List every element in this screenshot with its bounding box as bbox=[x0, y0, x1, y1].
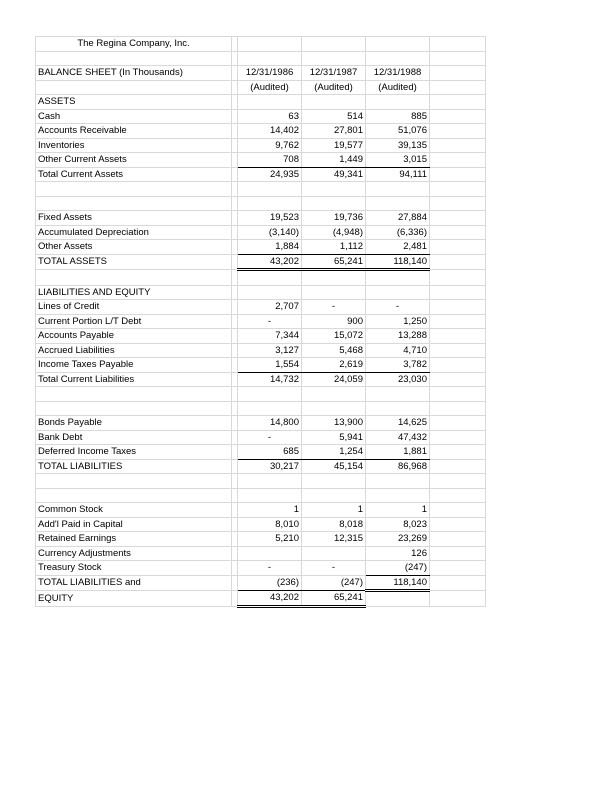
cell-1986: - bbox=[238, 430, 302, 445]
cell-1988: 23,030 bbox=[366, 372, 430, 387]
cell-1987: - bbox=[302, 300, 366, 315]
row-label: Total Current Liabilities bbox=[36, 372, 232, 387]
cell-1987: 65,241 bbox=[302, 591, 366, 607]
row-label: Accounts Payable bbox=[36, 329, 232, 344]
cell-1988: 27,884 bbox=[366, 211, 430, 226]
row-label: Bank Debt bbox=[36, 430, 232, 445]
cell-1986: 5,210 bbox=[238, 532, 302, 547]
row-label: Currency Adjustments bbox=[36, 546, 232, 561]
cell-1987: 5,468 bbox=[302, 343, 366, 358]
table-row bbox=[36, 445, 486, 460]
table-row bbox=[36, 358, 486, 373]
cell-1986: 43,202 bbox=[238, 254, 302, 270]
year-header: 12/31/1986 bbox=[238, 66, 302, 81]
cell-1988: 1 bbox=[366, 503, 430, 518]
year-header: 12/31/1987 bbox=[302, 66, 366, 81]
cell-1988: - bbox=[366, 300, 430, 315]
cell-1988: 13,288 bbox=[366, 329, 430, 344]
cell-1987: 24,059 bbox=[302, 372, 366, 387]
balance-sheet bbox=[35, 36, 485, 608]
cell-1988: 23,269 bbox=[366, 532, 430, 547]
table-row bbox=[36, 416, 486, 431]
row-label: Fixed Assets bbox=[36, 211, 232, 226]
cell-1988: 1,881 bbox=[366, 445, 430, 460]
cell-1988: 118,140 bbox=[366, 254, 430, 270]
cell-1986: 708 bbox=[238, 153, 302, 168]
row-label: Common Stock bbox=[36, 503, 232, 518]
row-label: Treasury Stock bbox=[36, 561, 232, 576]
section-heading: ASSETS bbox=[36, 95, 232, 110]
cell-1987: (4,948) bbox=[302, 225, 366, 240]
row-label: Other Assets bbox=[36, 240, 232, 255]
row-label: Accrued Liabilities bbox=[36, 343, 232, 358]
balance-sheet-grid bbox=[35, 36, 486, 608]
table-row bbox=[36, 300, 486, 315]
header-row-dates bbox=[36, 66, 486, 81]
cell-1987: 12,315 bbox=[302, 532, 366, 547]
cell-1988: 3,015 bbox=[366, 153, 430, 168]
row-label: TOTAL ASSETS bbox=[36, 254, 232, 270]
cell-1987: 19,736 bbox=[302, 211, 366, 226]
row-label: Retained Earnings bbox=[36, 532, 232, 547]
cell-1986: 7,344 bbox=[238, 329, 302, 344]
sheet-title: BALANCE SHEET (In Thousands) bbox=[36, 66, 232, 81]
cell-1986: 14,732 bbox=[238, 372, 302, 387]
row-label: Accounts Receivable bbox=[36, 124, 232, 139]
total-row bbox=[36, 167, 486, 182]
cell-1986: 2,707 bbox=[238, 300, 302, 315]
cell-1988: 51,076 bbox=[366, 124, 430, 139]
table-row bbox=[36, 575, 486, 591]
cell-1986: 1,884 bbox=[238, 240, 302, 255]
header-row-audit bbox=[36, 80, 486, 95]
cell-1988: (247) bbox=[366, 561, 430, 576]
cell-1988: 14,625 bbox=[366, 416, 430, 431]
section-heading-row bbox=[36, 95, 486, 110]
cell-1987: 49,341 bbox=[302, 167, 366, 182]
table-row bbox=[36, 211, 486, 226]
cell-1987: - bbox=[302, 561, 366, 576]
table-row bbox=[36, 532, 486, 547]
row-label: Other Current Assets bbox=[36, 153, 232, 168]
cell-1988: 126 bbox=[366, 546, 430, 561]
cell-1988: 4,710 bbox=[366, 343, 430, 358]
row-label: Inventories bbox=[36, 138, 232, 153]
cell-1987: 514 bbox=[302, 109, 366, 124]
table-row bbox=[36, 430, 486, 445]
row-label: Income Taxes Payable bbox=[36, 358, 232, 373]
cell-1988: 885 bbox=[366, 109, 430, 124]
row-label: Current Portion L/T Debt bbox=[36, 314, 232, 329]
year-header: 12/31/1988 bbox=[366, 66, 430, 81]
cell-1987: 1,449 bbox=[302, 153, 366, 168]
cell-1986: 14,402 bbox=[238, 124, 302, 139]
table-row bbox=[36, 225, 486, 240]
cell-1986 bbox=[238, 546, 302, 561]
cell-1986: 1,554 bbox=[238, 358, 302, 373]
table-row bbox=[36, 517, 486, 532]
row-label: EQUITY bbox=[36, 591, 232, 607]
company-name: The Regina Company, Inc. bbox=[36, 37, 232, 52]
cell-1987: 900 bbox=[302, 314, 366, 329]
title-row bbox=[36, 37, 486, 52]
cell-1987: 27,801 bbox=[302, 124, 366, 139]
total-row bbox=[36, 372, 486, 387]
cell-1988 bbox=[366, 591, 430, 607]
cell-1987: 1 bbox=[302, 503, 366, 518]
cell-1988: 2,481 bbox=[366, 240, 430, 255]
cell-1986: 1 bbox=[238, 503, 302, 518]
table-row bbox=[36, 561, 486, 576]
cell-1986: 9,762 bbox=[238, 138, 302, 153]
cell-1986: - bbox=[238, 561, 302, 576]
cell-1986: 30,217 bbox=[238, 459, 302, 474]
cell-1987 bbox=[302, 546, 366, 561]
cell-1986: 8,010 bbox=[238, 517, 302, 532]
table-row bbox=[36, 329, 486, 344]
cell-1987: 13,900 bbox=[302, 416, 366, 431]
table-row bbox=[36, 240, 486, 255]
table-row bbox=[36, 138, 486, 153]
row-label: Lines of Credit bbox=[36, 300, 232, 315]
cell-1987: 19,577 bbox=[302, 138, 366, 153]
total-row bbox=[36, 254, 486, 270]
section-heading-row bbox=[36, 285, 486, 300]
audit-label: (Audited) bbox=[366, 80, 430, 95]
cell-1986: 24,935 bbox=[238, 167, 302, 182]
row-label: TOTAL LIABILITIES and bbox=[36, 575, 232, 591]
cell-1988: 118,140 bbox=[366, 575, 430, 591]
cell-1988: 39,135 bbox=[366, 138, 430, 153]
cell-1986: 43,202 bbox=[238, 591, 302, 607]
row-label: Add'l Paid in Capital bbox=[36, 517, 232, 532]
cell-1988: 1,250 bbox=[366, 314, 430, 329]
cell-1988: 8,023 bbox=[366, 517, 430, 532]
table-row bbox=[36, 546, 486, 561]
row-label: Cash bbox=[36, 109, 232, 124]
cell-1987: 2,619 bbox=[302, 358, 366, 373]
cell-1986: (3,140) bbox=[238, 225, 302, 240]
cell-1986: 63 bbox=[238, 109, 302, 124]
row-label: Bonds Payable bbox=[36, 416, 232, 431]
cell-1987: (247) bbox=[302, 575, 366, 591]
cell-1987: 1,254 bbox=[302, 445, 366, 460]
row-label: Total Current Assets bbox=[36, 167, 232, 182]
cell-1987: 45,154 bbox=[302, 459, 366, 474]
cell-1986: 685 bbox=[238, 445, 302, 460]
table-row bbox=[36, 503, 486, 518]
row-label: TOTAL LIABILITIES bbox=[36, 459, 232, 474]
table-row bbox=[36, 153, 486, 168]
cell-1987: 5,941 bbox=[302, 430, 366, 445]
cell-1988: 94,111 bbox=[366, 167, 430, 182]
table-row bbox=[36, 343, 486, 358]
cell-1986: 19,523 bbox=[238, 211, 302, 226]
cell-1988: 47,432 bbox=[366, 430, 430, 445]
cell-1986: 3,127 bbox=[238, 343, 302, 358]
cell-1986: - bbox=[238, 314, 302, 329]
audit-label: (Audited) bbox=[238, 80, 302, 95]
total-row bbox=[36, 591, 486, 607]
cell-1987: 15,072 bbox=[302, 329, 366, 344]
cell-1987: 65,241 bbox=[302, 254, 366, 270]
row-label: Deferred Income Taxes bbox=[36, 445, 232, 460]
table-row bbox=[36, 314, 486, 329]
cell-1988: 86,968 bbox=[366, 459, 430, 474]
cell-1987: 8,018 bbox=[302, 517, 366, 532]
table-row bbox=[36, 124, 486, 139]
cell-1987: 1,112 bbox=[302, 240, 366, 255]
total-row bbox=[36, 459, 486, 474]
cell-1986: (236) bbox=[238, 575, 302, 591]
cell-1986: 14,800 bbox=[238, 416, 302, 431]
cell-1988: (6,336) bbox=[366, 225, 430, 240]
cell-1988: 3,782 bbox=[366, 358, 430, 373]
audit-label: (Audited) bbox=[302, 80, 366, 95]
row-label: Accumulated Depreciation bbox=[36, 225, 232, 240]
table-row bbox=[36, 109, 486, 124]
section-heading: LIABILITIES AND EQUITY bbox=[36, 285, 232, 300]
